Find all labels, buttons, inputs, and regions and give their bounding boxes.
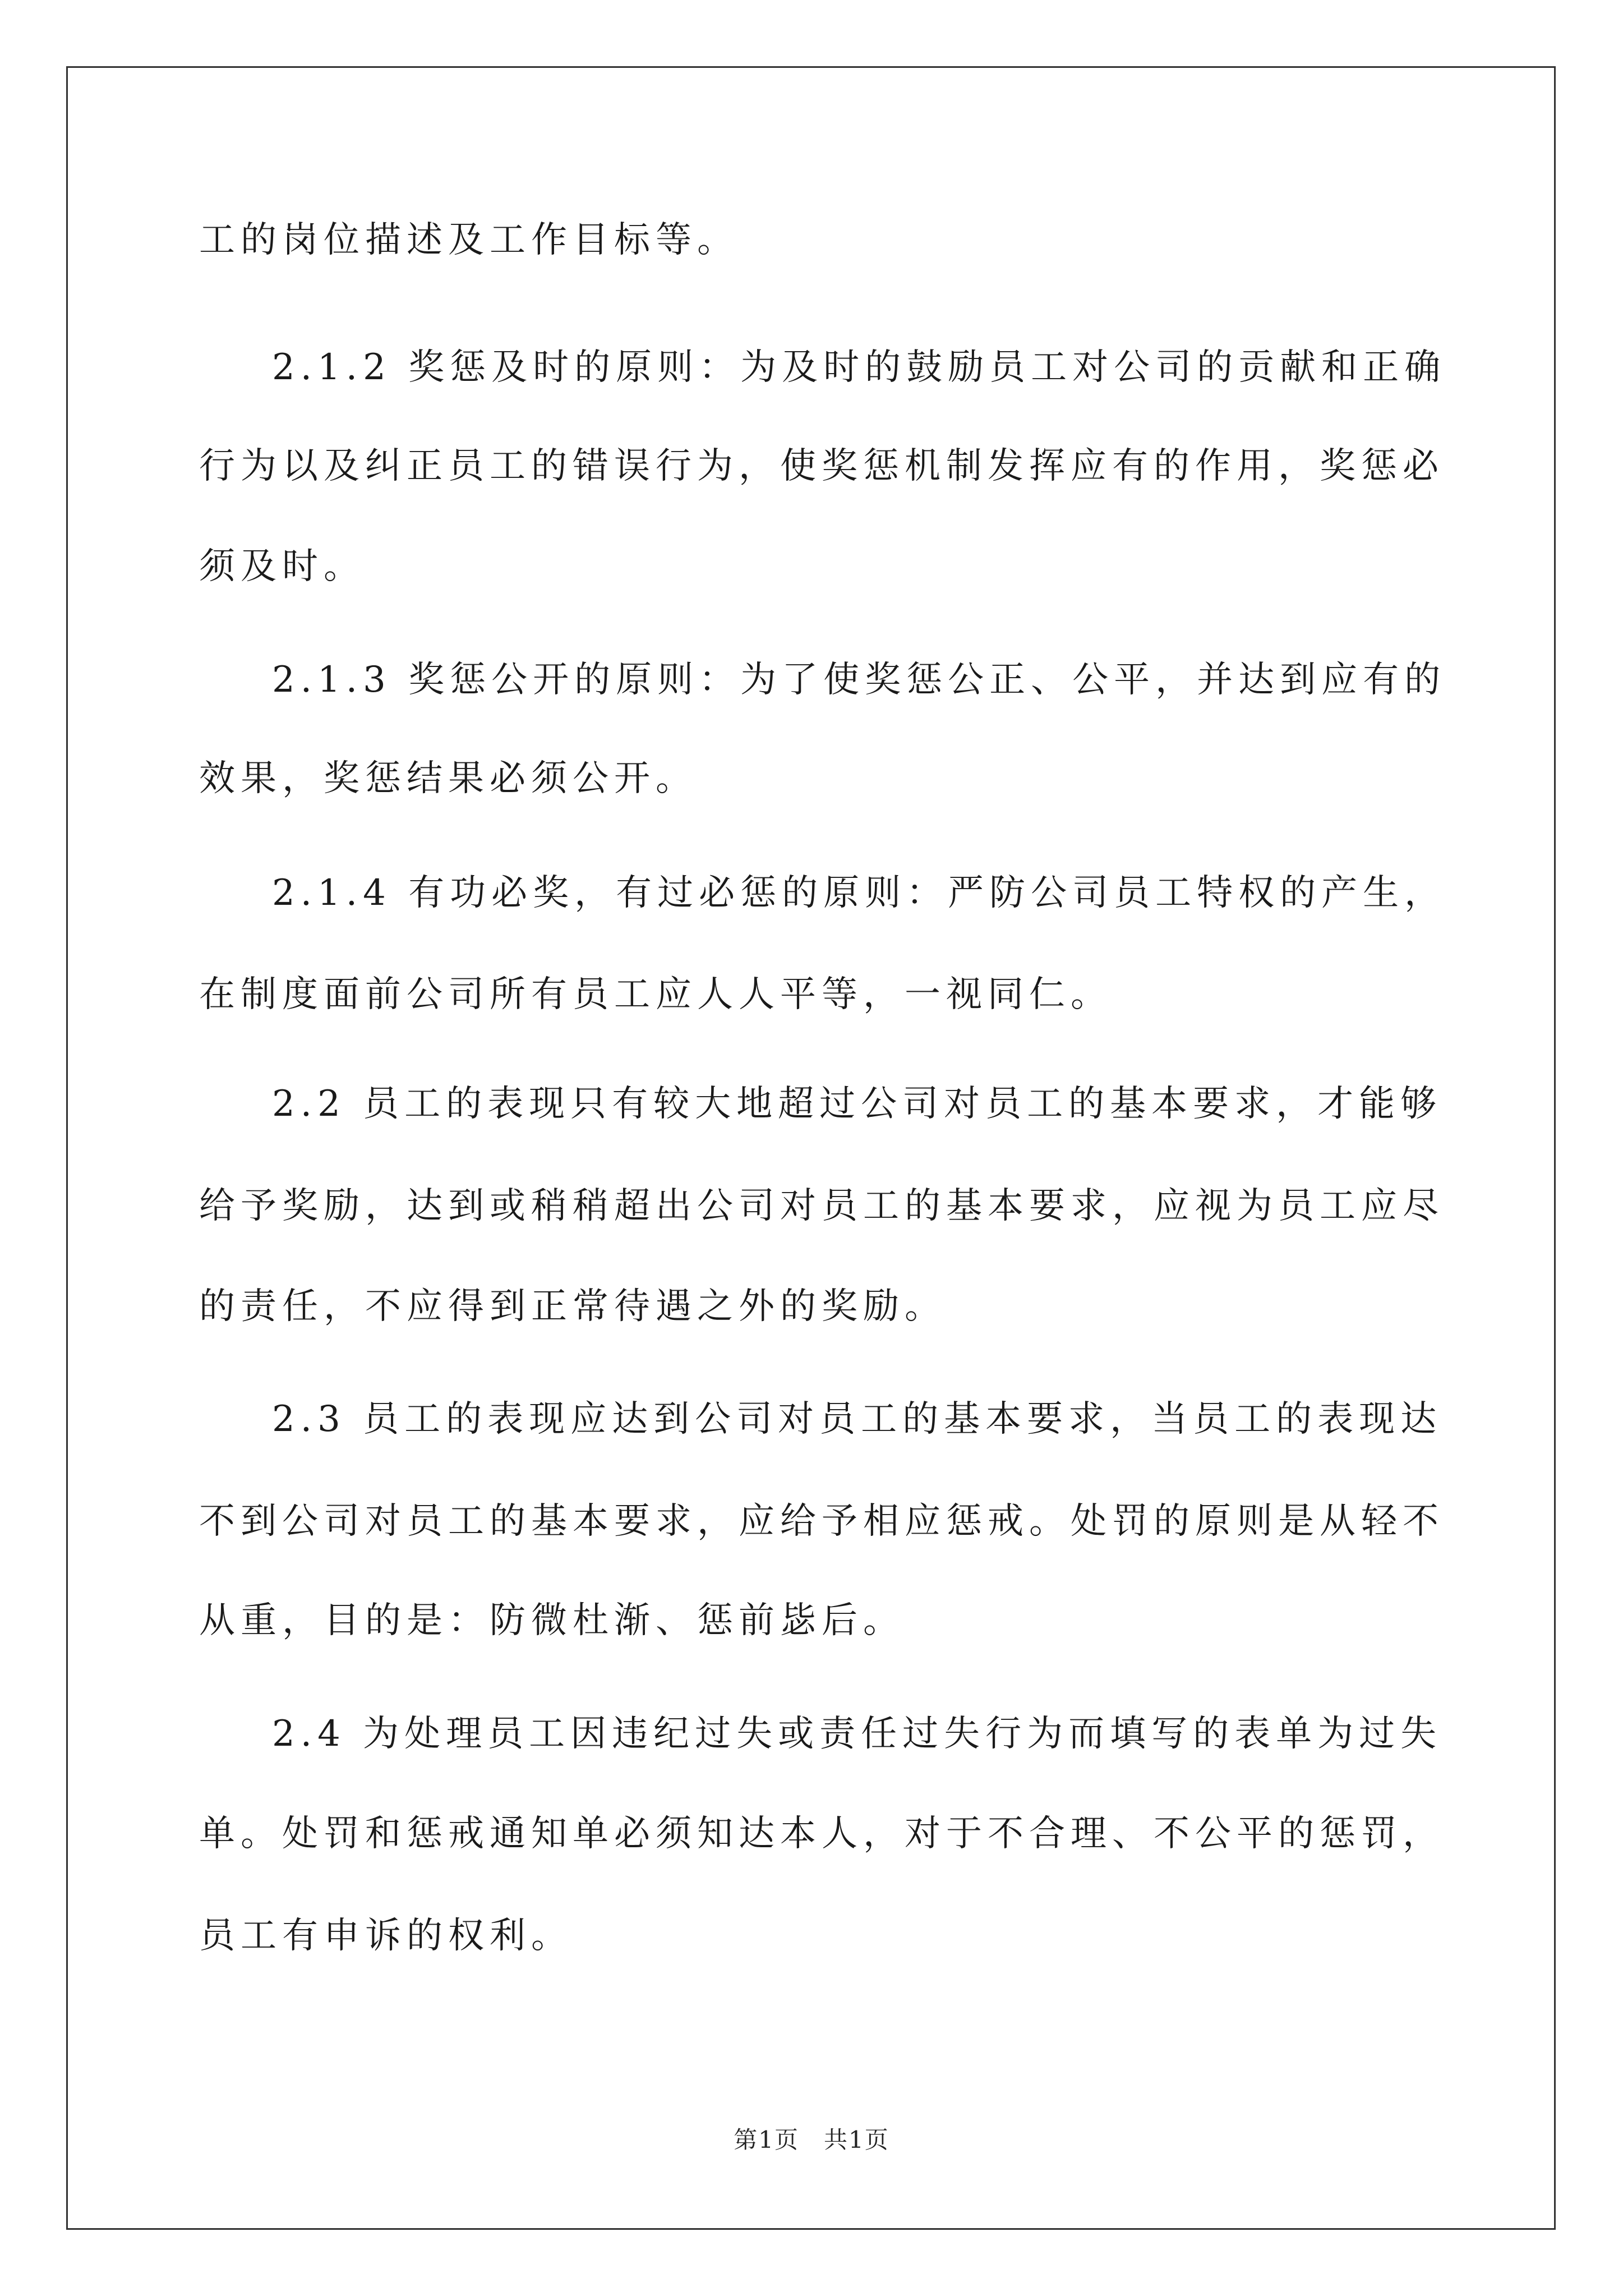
paragraph-start-line: 2.3 员工的表现应达到公司对员工的基本要求，当员工的表现达 [272,1398,1442,1440]
paragraph-start-line: 2.1.3 奖惩公开的原则：为了使奖惩公正、公平，并达到应有的 [272,659,1446,701]
paragraph-start-line: 2.1.2 奖惩及时的原则：为及时的鼓励员工对公司的贡献和正确 [272,347,1446,388]
paragraph-start-line: 2.4 为处理员工因违纪过失或责任过失行为而填写的表单为过失 [272,1713,1442,1755]
text-line: 不到公司对员工的基本要求，应给予相应惩戒。处罚的原则是从轻不 [199,1501,1444,1542]
paragraph-start-line: 2.1.4 有功必奖，有过必惩的原则：严防公司员工特权的产生， [272,872,1446,914]
text-line: 的责任，不应得到正常待遇之外的奖励。 [199,1286,946,1327]
text-line: 须及时。 [199,546,365,587]
text-line: 单。处罚和惩戒通知单必须知达本人，对于不合理、不公平的惩罚， [199,1813,1444,1855]
text-line: 从重，目的是：防微杜渐、惩前毖后。 [199,1600,905,1641]
text-line: 员工有申诉的权利。 [199,1915,573,1957]
page-number: 第1页 共1页 [734,2126,889,2154]
text-line: 行为以及纠正员工的错误行为，使奖惩机制发挥应有的作用，奖惩必 [199,445,1444,487]
text-line: 效果，奖惩结果必须公开。 [199,758,697,799]
text-line: 在制度面前公司所有员工应人人平等，一视同仁。 [199,974,1112,1015]
paragraph-start-line: 2.2 员工的表现只有较大地超过公司对员工的基本要求，才能够 [272,1083,1442,1125]
text-line: 工的岗位描述及工作目标等。 [199,219,739,261]
page-border [66,66,1556,2230]
text-line: 给予奖励，达到或稍稍超出公司对员工的基本要求，应视为员工应尽 [199,1185,1444,1227]
